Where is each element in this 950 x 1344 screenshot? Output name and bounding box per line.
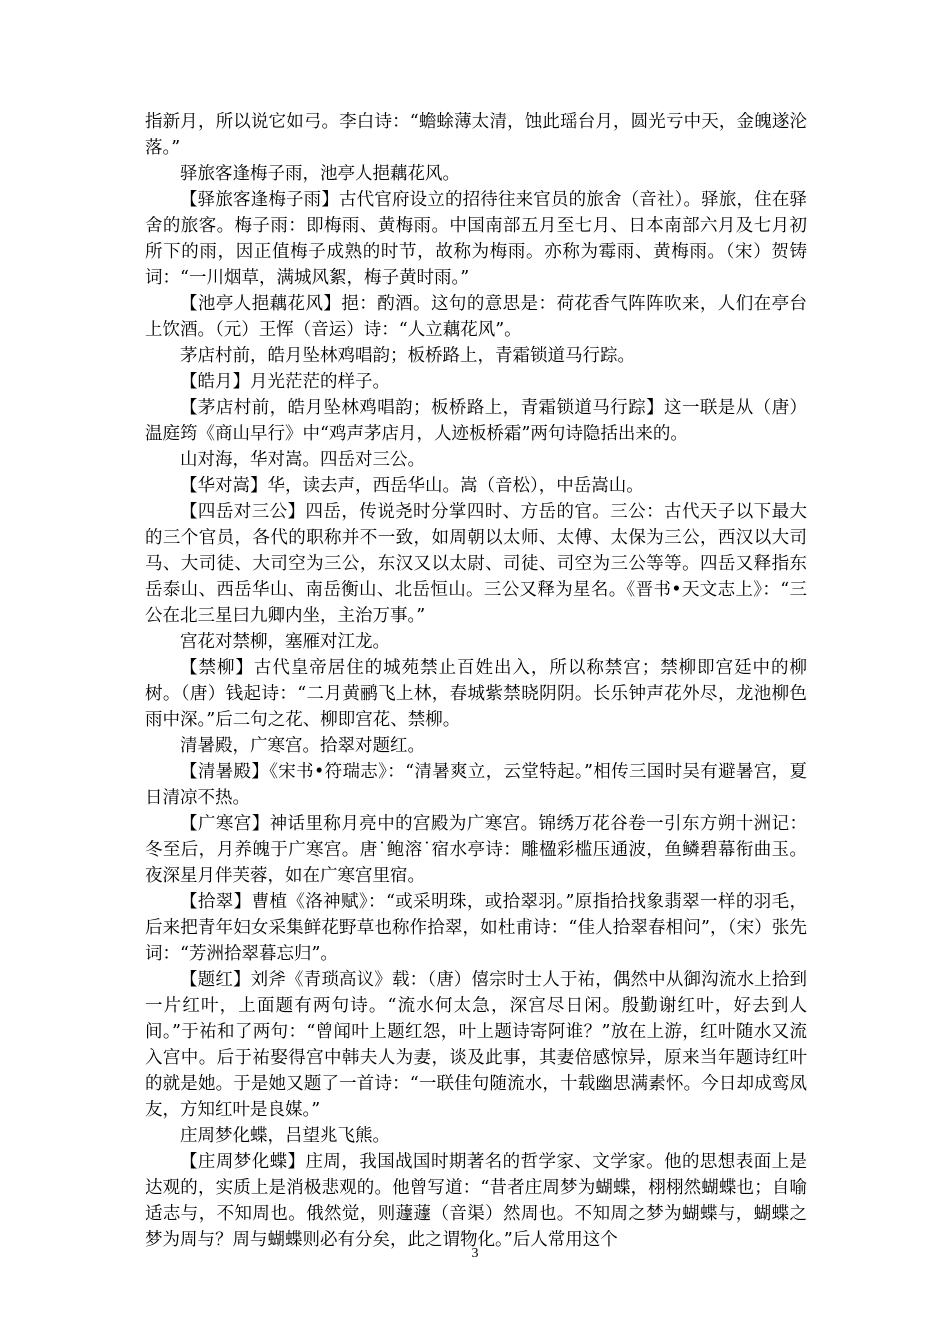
paragraph: 【皓月】月光茫茫的样子。	[180, 372, 390, 392]
paragraph: 【题红】刘斧《青琐高议》载：（唐）僖宗时士人于祐，偶然中从御沟流水上拾到一片红叶，上面题有两句诗。“流水何太急，深宫尽日闲。殷勤谢红叶，好去到人间。”于祐和了两句：“曾闻叶上题红怨，叶上题诗寄阿谁？”放在上游，红叶随水又流入宫中。后于祐娶得宫中韩夫人为妻，谈及此事，其妻倍感惊异，原来当年题诗红叶的就是她。于是她又题了一首诗：“一联佳句随流水，十载幽思满素怀。今日却成鸾凤友，方知红叶是良媒。”	[145, 970, 807, 1120]
paragraph: 宫花对禁柳，塞雁对江龙。	[180, 632, 390, 652]
paragraph: 【驿旅客逢梅子雨】古代官府设立的招待往来官员的旅舍（音社）。驿旅，住在驿舍的旅客。梅子雨：即梅雨、黄梅雨。中国南部五月至七月、日本南部六月及七月初所下的雨，因正值梅子成熟的时节，故称为梅雨。亦称为霉雨、黄梅雨。（宋）贺铸词：“一川烟草，满城风絮，梅子黄时雨。”	[145, 190, 807, 288]
paragraph: 清暑殿，广寒宫。拾翠对题红。	[180, 736, 425, 756]
page-number: 3	[471, 1246, 479, 1261]
paragraph: 【池亭人挹藕花风】挹：酌酒。这句的意思是：荷花香气阵阵吹来，人们在亭台上饮酒。（元）王恽（音运）诗：“人立藕花风”。	[145, 294, 807, 340]
paragraph: 庄周梦化蝶，吕望兆飞熊。	[180, 1126, 390, 1146]
paragraph: 【广寒宫】神话里称月亮中的宫殿为广寒宫。锦绣万花谷卷一引东方朔十洲记：冬至后，月养魄于广寒宫。唐˙鲍溶˙宿水亭诗：雕楹彩槛压通波，鱼鳞碧幕衔曲玉。夜深星月伴芙蓉，如在广寒宫里宿。	[145, 814, 807, 886]
paragraph: 【茅店村前，皓月坠林鸡唱韵；板桥路上，青霜锁道马行踪】这一联是从（唐）温庭筠《商山早行》中“鸡声茅店月，人迹板桥霜”两句诗隐括出来的。	[145, 398, 807, 444]
paragraph: 【四岳对三公】四岳，传说尧时分掌四时、方岳的官。三公：古代天子以下最大的三个官员，各代的职称并不一致，如周朝以太师、太傅、太保为三公，西汉以大司马、大司徒、大司空为三公，东汉又以太尉、司徒、司空为三公等等。四岳又释指东岳泰山、西岳华山、南岳衡山、北岳恒山。三公又释为星名。《晋书•天文志上》：“三公在北三星曰九卿内坐，主治万事。”	[145, 502, 807, 626]
paragraph: 【华对嵩】华，读去声，西岳华山。嵩（音松），中岳嵩山。	[180, 476, 644, 496]
paragraph: 【清暑殿】《宋书•符瑞志》：“清暑爽立，云堂特起。”相传三国时吴有避暑宫，夏日清凉不热。	[145, 762, 807, 808]
paragraph: 茅店村前，皓月坠林鸡唱韵；板桥路上，青霜锁道马行踪。	[180, 346, 635, 366]
paragraph: 【禁柳】古代皇帝居住的城苑禁止百姓出入，所以称禁宫；禁柳即宫廷中的柳树。（唐）钱起诗：“二月黄鹂飞上林，春城紫禁晓阴阴。长乐钟声花外尽，龙池柳色雨中深。”后二句之花、柳即宫花、禁柳。	[145, 658, 807, 730]
paragraph: 【庄周梦化蝶】庄周，我国战国时期著名的哲学家、文学家。他的思想表面上是达观的，实质上是消极悲观的。他曾写道：“昔者庄周梦为蝴蝶，栩栩然蝴蝶也；自喻适志与，不知周也。俄然觉，则蘧蘧（音渠）然周也。不知周之梦为蝴蝶与，蝴蝶之梦为周与？周与蝴蝶则必有分矣，此之谓物化。”后人常用这个	[145, 1152, 807, 1250]
paragraph: 山对海，华对嵩。四岳对三公。	[180, 450, 425, 470]
paragraph: 指新月，所以说它如弓。李白诗：“蟾蜍薄太清，蚀此瑶台月，圆光亏中天，金魄遂沦落。”	[145, 112, 807, 158]
paragraph: 【拾翠】曹植《洛神赋》：“或采明珠，或拾翠羽。”原指拾找象翡翠一样的羽毛，后来把青年妇女采集鲜花野草也称作拾翠，如杜甫诗：“佳人拾翠春相问”，（宋）张先词：“芳洲拾翠暮忘归”。	[145, 892, 807, 964]
paragraph: 驿旅客逢梅子雨，池亭人挹藕花风。	[180, 164, 460, 184]
document-body	[145, 109, 807, 1253]
